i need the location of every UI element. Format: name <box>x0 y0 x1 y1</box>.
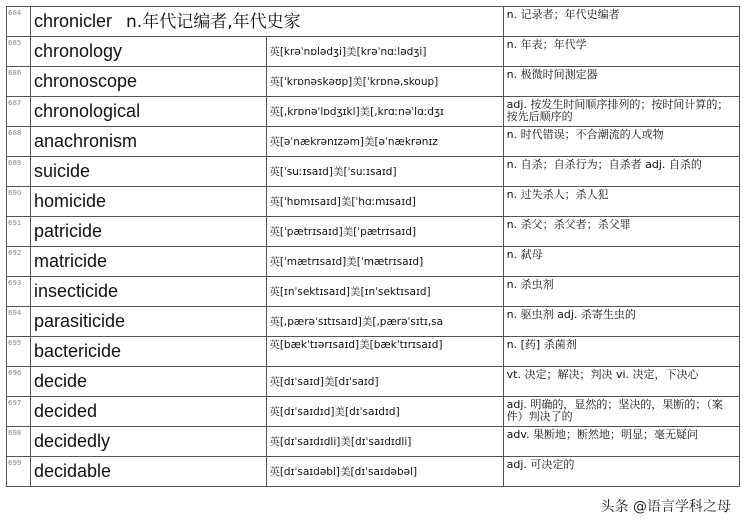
watermark-label: 头条 @语言学科之母 <box>598 495 734 517</box>
table-row <box>7 127 740 157</box>
word: chronoscope <box>31 67 267 97</box>
row-number: 685 <box>7 37 31 67</box>
definition: vt. 决定；解决；判决 vi. 决定，下决心 <box>503 367 739 397</box>
word: homicide <box>31 187 267 217</box>
row-number: 689 <box>7 157 31 187</box>
table-row <box>7 37 740 67</box>
pronunciation: 英[ˈmætrɪsaɪd]美[ˈmætrɪsaɪd] <box>267 247 503 277</box>
definition: n. 记录者；年代史编者 <box>503 7 739 37</box>
word: decidable <box>31 457 267 487</box>
definition: n. 杀虫剂 <box>503 277 739 307</box>
row-number: 694 <box>7 307 31 337</box>
pronunciation: 英[dɪˈsaɪdɪdli]美[dɪˈsaɪdɪdli] <box>267 427 503 457</box>
row-number: 695 <box>7 337 31 367</box>
row-number: 686 <box>7 67 31 97</box>
pronunciation: 英[ˈpætrɪsaɪd]美[ˈpætrɪsaɪd] <box>267 217 503 247</box>
definition: adv. 果断地；断然地；明显；毫无疑问 <box>503 427 739 457</box>
definition: n. 杀父；杀父者；杀父罪 <box>503 217 739 247</box>
table-row <box>7 67 740 97</box>
row-number: 684 <box>7 7 31 37</box>
pronunciation: 英[,krɒnəˈlɒdʒɪkl]美[,krɑːnəˈlɑːdʒɪ <box>267 97 503 127</box>
word: decidedly <box>31 427 267 457</box>
definition: n. 年表；年代学 <box>503 37 739 67</box>
word: bactericide <box>31 337 267 367</box>
table-row <box>7 217 740 247</box>
word: chronological <box>31 97 267 127</box>
pronunciation: 英[ɪnˈsektɪsaɪd]美[ɪnˈsektɪsaɪd] <box>267 277 503 307</box>
word-definition: n.年代记编者,年代史家 <box>126 12 301 32</box>
word: decide <box>31 367 267 397</box>
pronunciation: 英[,pærəˈsɪtɪsaɪd]美[,pærəˈsɪtɪ,sa <box>267 307 503 337</box>
definition: n. 极微时间测定器 <box>503 67 739 97</box>
pronunciation: 英[ˈhɒmɪsaɪd]美[ˈhɑːmɪsaɪd] <box>267 187 503 217</box>
table-row <box>7 337 740 367</box>
table-row <box>7 247 740 277</box>
pronunciation: 英[ˈsuːɪsaɪd]美[ˈsuːɪsaɪd] <box>267 157 503 187</box>
row-number: 690 <box>7 187 31 217</box>
row-number: 687 <box>7 97 31 127</box>
definition: n. 时代错误；不合潮流的人或物 <box>503 127 739 157</box>
table-row <box>7 187 740 217</box>
row-number: 698 <box>7 427 31 457</box>
row-number: 697 <box>7 397 31 427</box>
table-row <box>7 367 740 397</box>
definition: adj. 按发生时间顺序排列的；按时间计算的；按先后顺序的 <box>503 97 739 127</box>
definition: n. [药] 杀菌剂 <box>503 337 739 367</box>
row-number: 688 <box>7 127 31 157</box>
table-row <box>7 7 740 37</box>
word: suicide <box>31 157 267 187</box>
word: chronicler <box>34 11 113 31</box>
definition: adj. 可决定的 <box>503 457 739 487</box>
word: chronology <box>31 37 267 67</box>
definition: n. 驱虫剂 adj. 杀寄生虫的 <box>503 307 739 337</box>
table-row <box>7 457 740 487</box>
row-number: 696 <box>7 367 31 397</box>
pronunciation: 英[bækˈtɪərɪsaɪd]美[bæk'tɪrɪsaɪd] <box>267 337 503 367</box>
word: patricide <box>31 217 267 247</box>
row-number: 699 <box>7 457 31 487</box>
pronunciation: 英[ˈkrɒnəskəʊp]美[ˈkrɒnə,skoup] <box>267 67 503 97</box>
vocabulary-table <box>6 6 740 487</box>
word: decided <box>31 397 267 427</box>
word: parasiticide <box>31 307 267 337</box>
pronunciation: 英[dɪˈsaɪd]美[dɪˈsaɪd] <box>267 367 503 397</box>
pronunciation: 英[krəˈnɒlədʒi]美[krəˈnɑːlədʒi] <box>267 37 503 67</box>
row-number: 692 <box>7 247 31 277</box>
row-number: 693 <box>7 277 31 307</box>
pronunciation: 英[dɪˈsaɪdɪd]美[dɪˈsaɪdɪd] <box>267 397 503 427</box>
pronunciation: 英[dɪˈsaɪdəbl]美[dɪˈsaɪdəbəl] <box>267 457 503 487</box>
word: matricide <box>31 247 267 277</box>
definition: adj. 明确的，显然的；坚决的，果断的；（案件）判决了的 <box>503 397 739 427</box>
word-with-definition <box>31 7 504 37</box>
table-row <box>7 277 740 307</box>
definition: n. 弑母 <box>503 247 739 277</box>
table-row <box>7 307 740 337</box>
table-row <box>7 97 740 127</box>
row-number: 691 <box>7 217 31 247</box>
word: anachronism <box>31 127 267 157</box>
table-row <box>7 157 740 187</box>
definition: n. 过失杀人；杀人犯 <box>503 187 739 217</box>
table-row <box>7 427 740 457</box>
definition: n. 自杀；自杀行为；自杀者 adj. 自杀的 <box>503 157 739 187</box>
pronunciation: 英[əˈnækrənɪzəm]美[əˈnækrənɪz <box>267 127 503 157</box>
word: insecticide <box>31 277 267 307</box>
table-row <box>7 397 740 427</box>
